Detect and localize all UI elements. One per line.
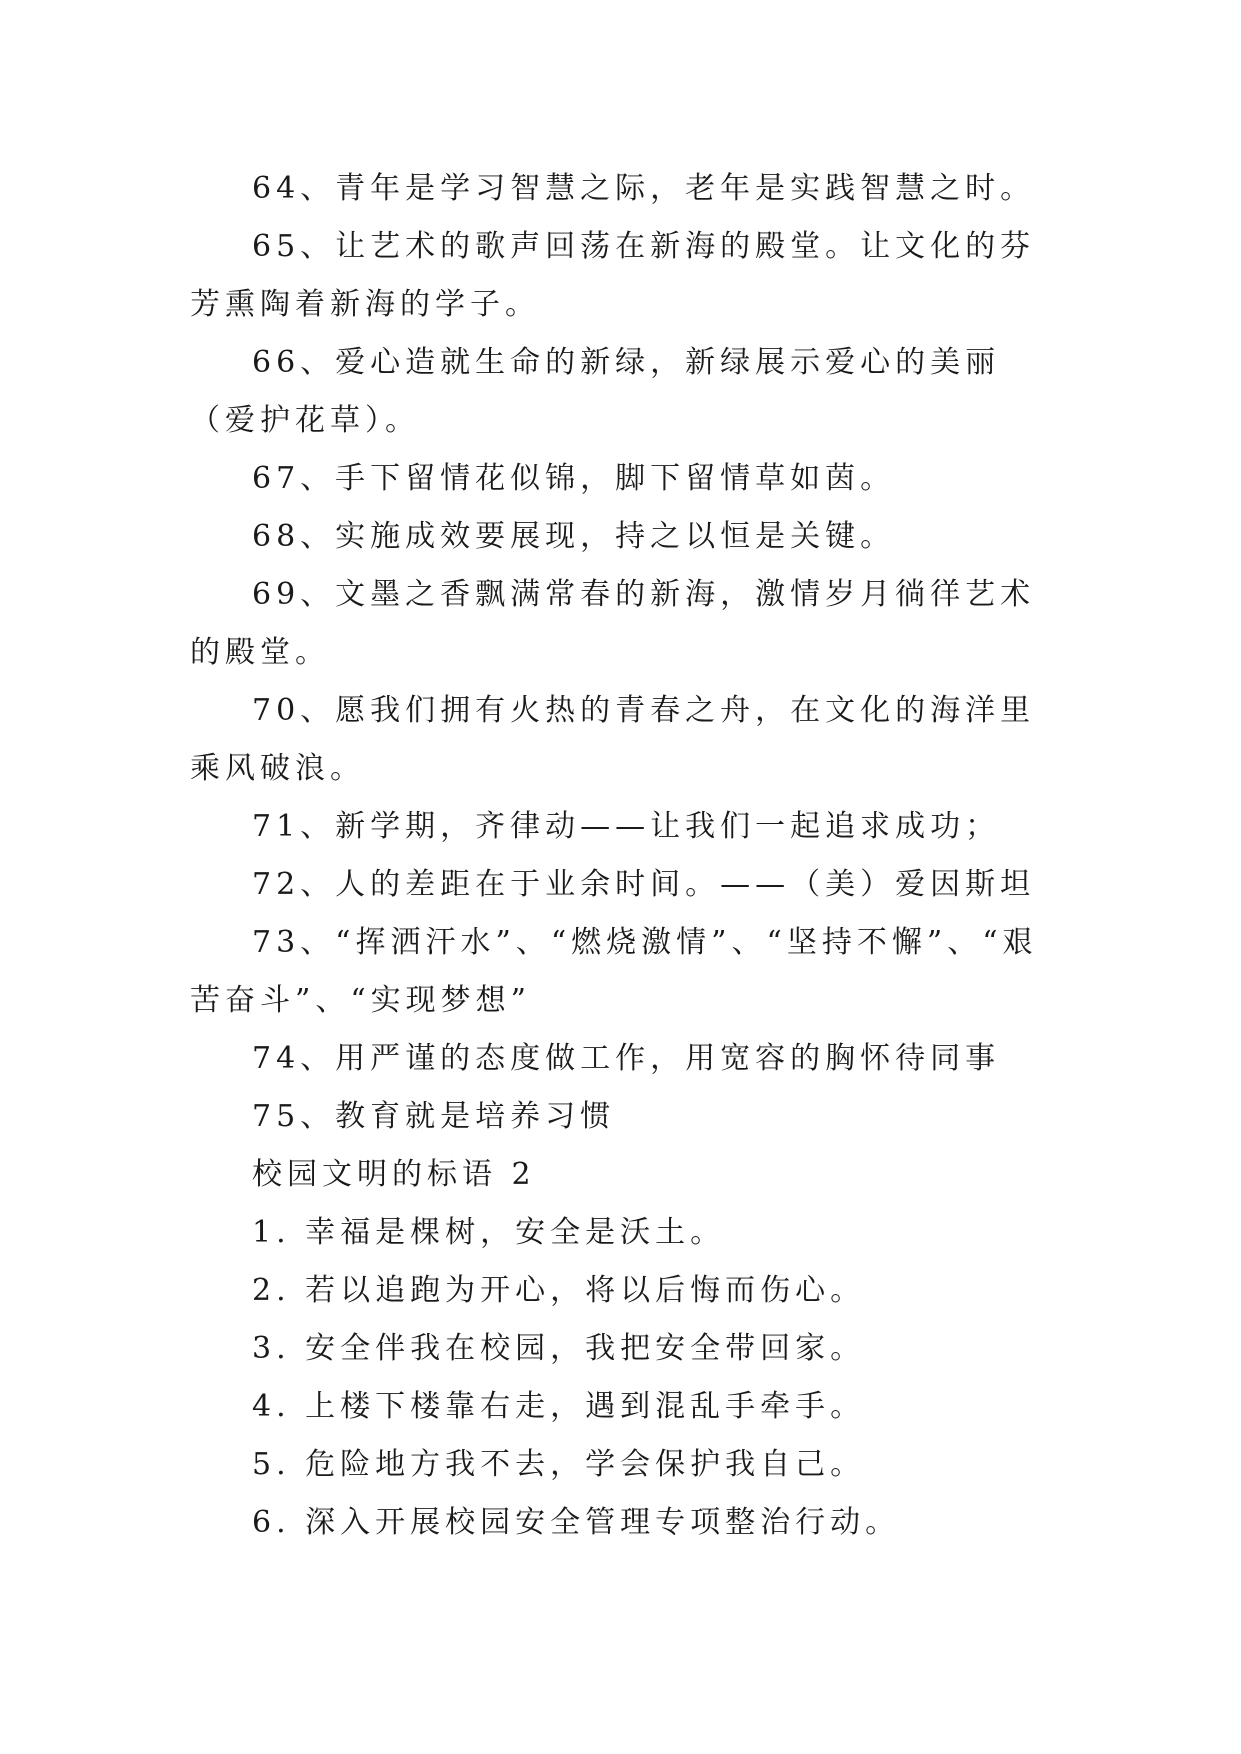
paragraph: 68、实施成效要展现，持之以恒是关键。 <box>252 519 896 554</box>
paragraph: 72、人的差距在于业余时间。——（美）爱因斯坦 <box>252 867 1036 902</box>
list-item: 6. 深入开展校园安全管理专项整治行动。 <box>252 1505 901 1540</box>
paragraph: 64、青年是学习智慧之际，老年是实践智慧之时。 <box>252 171 1036 206</box>
paragraph: 69、文墨之香飘满常春的新海，激情岁月徜徉艺术的殿堂。 <box>190 577 1036 670</box>
paragraph: 67、手下留情花似锦，脚下留情草如茵。 <box>252 461 896 496</box>
paragraph: 71、新学期，齐律动——让我们一起追求成功； <box>252 809 1001 844</box>
document-body <box>190 160 1050 1552</box>
list-item: 5. 危险地方我不去，学会保护我自己。 <box>252 1447 866 1482</box>
list-item: 1. 幸福是棵树，安全是沃土。 <box>252 1215 726 1250</box>
list-item: 2. 若以追跑为开心，将以后悔而伤心。 <box>252 1273 866 1308</box>
list-item: 4. 上楼下楼靠右走，遇到混乱手牵手。 <box>252 1389 866 1424</box>
paragraph: 65、让艺术的歌声回荡在新海的殿堂。让文化的芬芳熏陶着新海的学子。 <box>190 229 1036 322</box>
paragraph: 70、愿我们拥有火热的青春之舟，在文化的海洋里乘风破浪。 <box>190 693 1036 786</box>
paragraph: 66、爱心造就生命的新绿，新绿展示爱心的美丽（爱护花草）。 <box>190 345 1001 438</box>
paragraph: 73、“挥洒汗水”、“燃烧激情”、“坚持不懈”、“艰苦奋斗”、“实现梦想” <box>190 925 1038 1018</box>
section-heading: 校园文明的标语 2 <box>252 1157 536 1192</box>
paragraph: 74、用严谨的态度做工作，用宽容的胸怀待同事 <box>252 1041 1001 1076</box>
paragraph: 75、教育就是培养习惯 <box>252 1099 616 1134</box>
list-item: 3. 安全伴我在校园，我把安全带回家。 <box>252 1331 866 1366</box>
